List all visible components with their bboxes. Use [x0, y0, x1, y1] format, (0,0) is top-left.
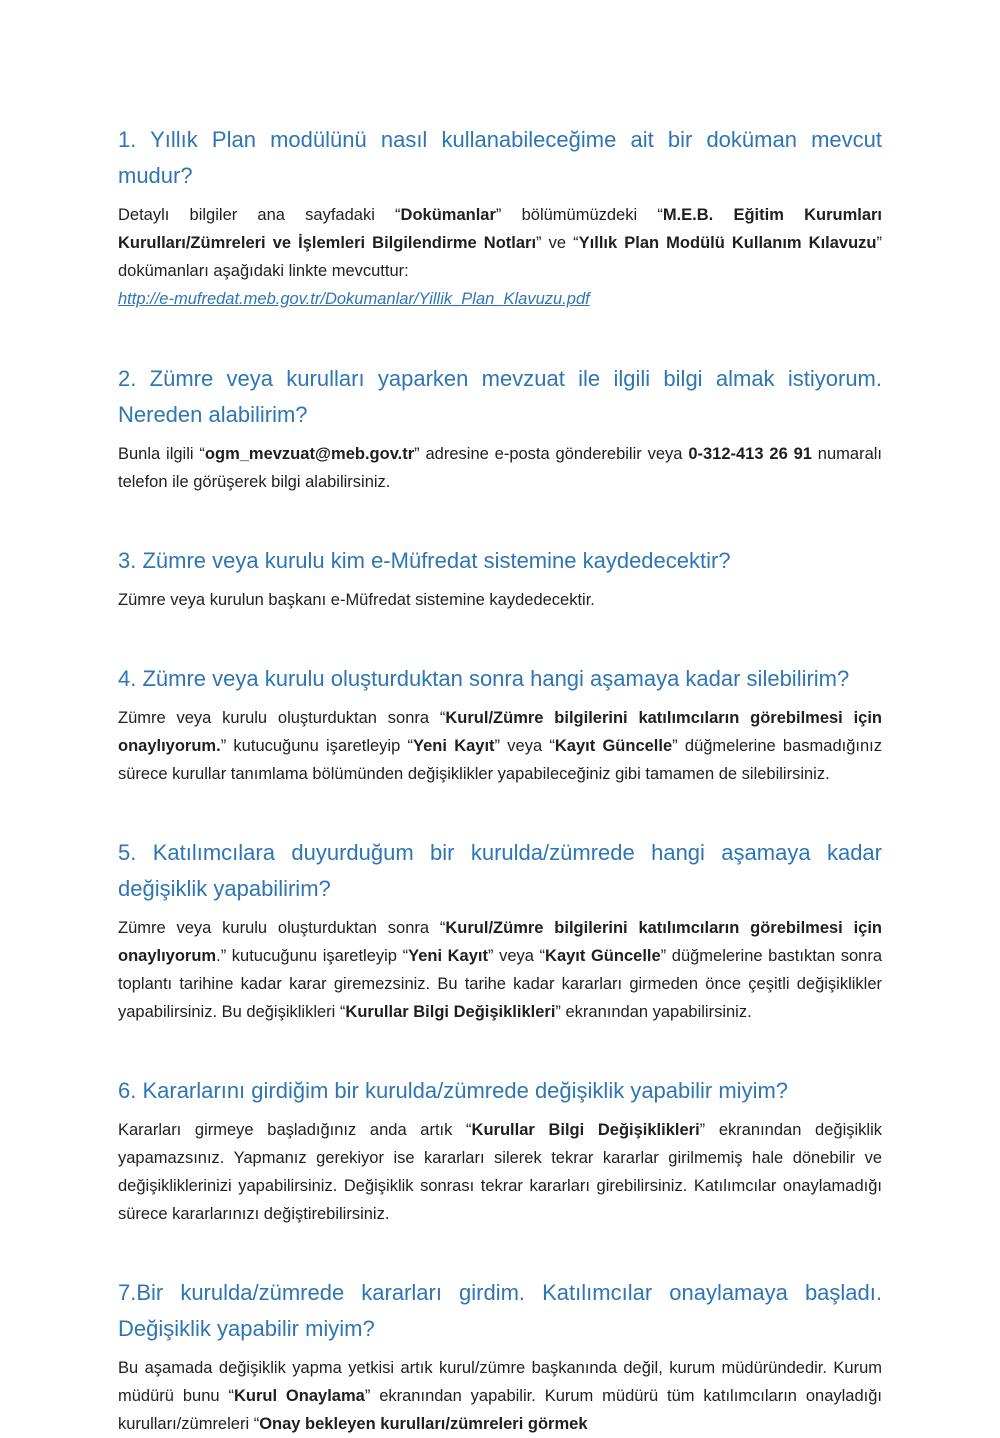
answer-paragraph [118, 586, 882, 614]
answer-paragraph [118, 1116, 882, 1228]
faq-section-5 [118, 835, 882, 1026]
answer-text-run: Bunla ilgili “ [118, 445, 205, 463]
answer-text-run: Kararları girmeye başladığınız anda artık “ [118, 1121, 472, 1139]
question-heading: 4. Zümre veya kurulu oluşturduktan sonra hangi aşamaya kadar silebilirim? [118, 666, 850, 691]
answer-text-run: ” bölümümüzdeki “ [495, 206, 663, 224]
answer-bold-run: Onay bekleyen kurulları/zümreleri görmek [259, 1415, 588, 1433]
answer-bold-run: M.E.B. Eğitim Kurumları Kurulları/Zümreleri ve İşlemleri Bilgilendirme Notları [118, 206, 882, 252]
answer-text-run: Zümre veya kurulu oluşturduktan sonra “ [118, 919, 446, 937]
answer-paragraph [118, 914, 882, 1026]
answer-text-run: ” düğmelerine basmadığınız sürece kurullar tanımlama bölümünden değişiklikler yapabileceğiniz gibi tamamen de silebilirsiniz. [118, 737, 882, 783]
answer-text-run: ” veya “ [494, 737, 555, 755]
answer-text-run: .” kutucuğunu işaretleyip “ [216, 947, 409, 965]
answer-bold-run: Kurul/Zümre bilgilerini katılımcıların görebilmesi için onaylıyorum. [118, 709, 882, 755]
question-heading: 1. Yıllık Plan modülünü nasıl kullanabileceğime ait bir doküman mevcut mudur? [118, 127, 882, 188]
answer-bold-run: ogm_mevzuat@meb.gov.tr [204, 445, 415, 463]
document-link-line [118, 285, 882, 314]
question-heading: 6. Kararlarını girdiğim bir kurulda/zümrede değişiklik yapabilir miyim? [118, 1078, 789, 1103]
answer-text-run: ” ekranından yapabilirsiniz. [555, 1003, 752, 1021]
answer-text-run: numaralı telefon ile görüşerek bilgi alabilirsiniz. [118, 445, 882, 491]
question-heading: 5. Katılımcılara duyurduğum bir kurulda/zümrede hangi aşamaya kadar değişiklik yapabilirim? [118, 840, 882, 901]
question-heading: 2. Zümre veya kurulları yaparken mevzuat ile ilgili bilgi almak istiyorum. Nereden alabilirim? [118, 366, 882, 427]
faq-section-1 [118, 122, 882, 314]
answer-text-run: ” ve “ [536, 234, 579, 252]
answer-bold-run: Kayıt Güncelle [554, 737, 673, 755]
answer-bold-run: Dokümanlar [400, 206, 496, 224]
answer-bold-run: Kurul Onaylama [233, 1387, 365, 1405]
answer-text-run: ” adresine e-posta gönderebilir veya [414, 445, 689, 463]
answer-bold-run: Yeni Kayıt [413, 737, 495, 755]
faq-section-3 [118, 543, 882, 614]
faq-section-2 [118, 361, 882, 496]
answer-bold-run: 0-312-413 26 91 [688, 445, 812, 463]
answer-text-run: Bu aşamada değişiklik yapma yetkisi artık kurul/zümre başkanında değil, kurum müdüründedir. Kurum müdürü bunu “ [118, 1359, 882, 1405]
answer-text-run: ” veya “ [487, 947, 546, 965]
answer-paragraph [118, 704, 882, 788]
answer-paragraph [118, 1354, 882, 1438]
faq-section-7 [118, 1275, 882, 1438]
answer-text-run: ” kutucuğunu işaretleyip “ [220, 737, 414, 755]
question-heading: 7.Bir kurulda/zümrede kararları girdim. Katılımcılar onaylamaya başladı. Değişiklik yapabilir miyim? [118, 1280, 882, 1341]
answer-bold-run: Yıllık Plan Modülü Kullanım Kılavuzu [578, 234, 877, 252]
answer-text-run: ” ekranından yapabilir. Kurum müdürü tüm katılımcıların onayladığı kurulları/zümreleri “ [118, 1387, 882, 1433]
faq-sections-container [118, 122, 882, 1438]
question-heading: 3. Zümre veya kurulu kim e-Müfredat sistemine kaydedecektir? [118, 548, 731, 573]
answer-text-run: ” dokümanları aşağıdaki linkte mevcuttur: [118, 234, 882, 280]
answer-paragraph [118, 440, 882, 496]
answer-text-run: Zümre veya kurulun başkanı e-Müfredat sistemine kaydedecektir. [118, 591, 595, 609]
faq-section-6 [118, 1073, 882, 1228]
answer-text-run: ” düğmelerine bastıktan sonra toplantı tarihine kadar karar giremezsiniz. Bu tarihe kadar kararları girmeden önce çeşitli değişiklikler yapabilirsiniz. Bu değişiklikleri “ [118, 947, 883, 1021]
faq-section-4 [118, 661, 882, 788]
answer-bold-run: Kurullar Bilgi Değişiklikleri [345, 1003, 556, 1021]
answer-bold-run: Yeni Kayıt [408, 947, 488, 965]
answer-bold-run: Kurul/Zümre bilgilerini katılımcıların görebilmesi için onaylıyorum [118, 919, 882, 965]
answer-bold-run: Kurullar Bilgi Değişiklikleri [471, 1121, 700, 1139]
answer-text-run: Detaylı bilgiler ana sayfadaki “ [118, 206, 401, 224]
answer-paragraph [118, 201, 882, 285]
answer-text-run: ” ekranından değişiklik yapamazsınız. Yapmanız gerekiyor ise kararları silerek tekrar kararlar girilmemiş hale dönebilir ve değişikliklerinizi yapabilirsiniz. Değişiklik sonrası tekrar kararları girebilirsiniz. Katılımcılar onaylamadığı sürece kararlarınızı değiştirebilirsiniz. [118, 1121, 882, 1223]
document-link[interactable]: http://e-mufredat.meb.gov.tr/Dokumanlar/Yillik_Plan_Klavuzu.pdf [118, 290, 590, 308]
answer-bold-run: Kayıt Güncelle [545, 947, 661, 965]
answer-text-run: Zümre veya kurulu oluşturduktan sonra “ [118, 709, 446, 727]
